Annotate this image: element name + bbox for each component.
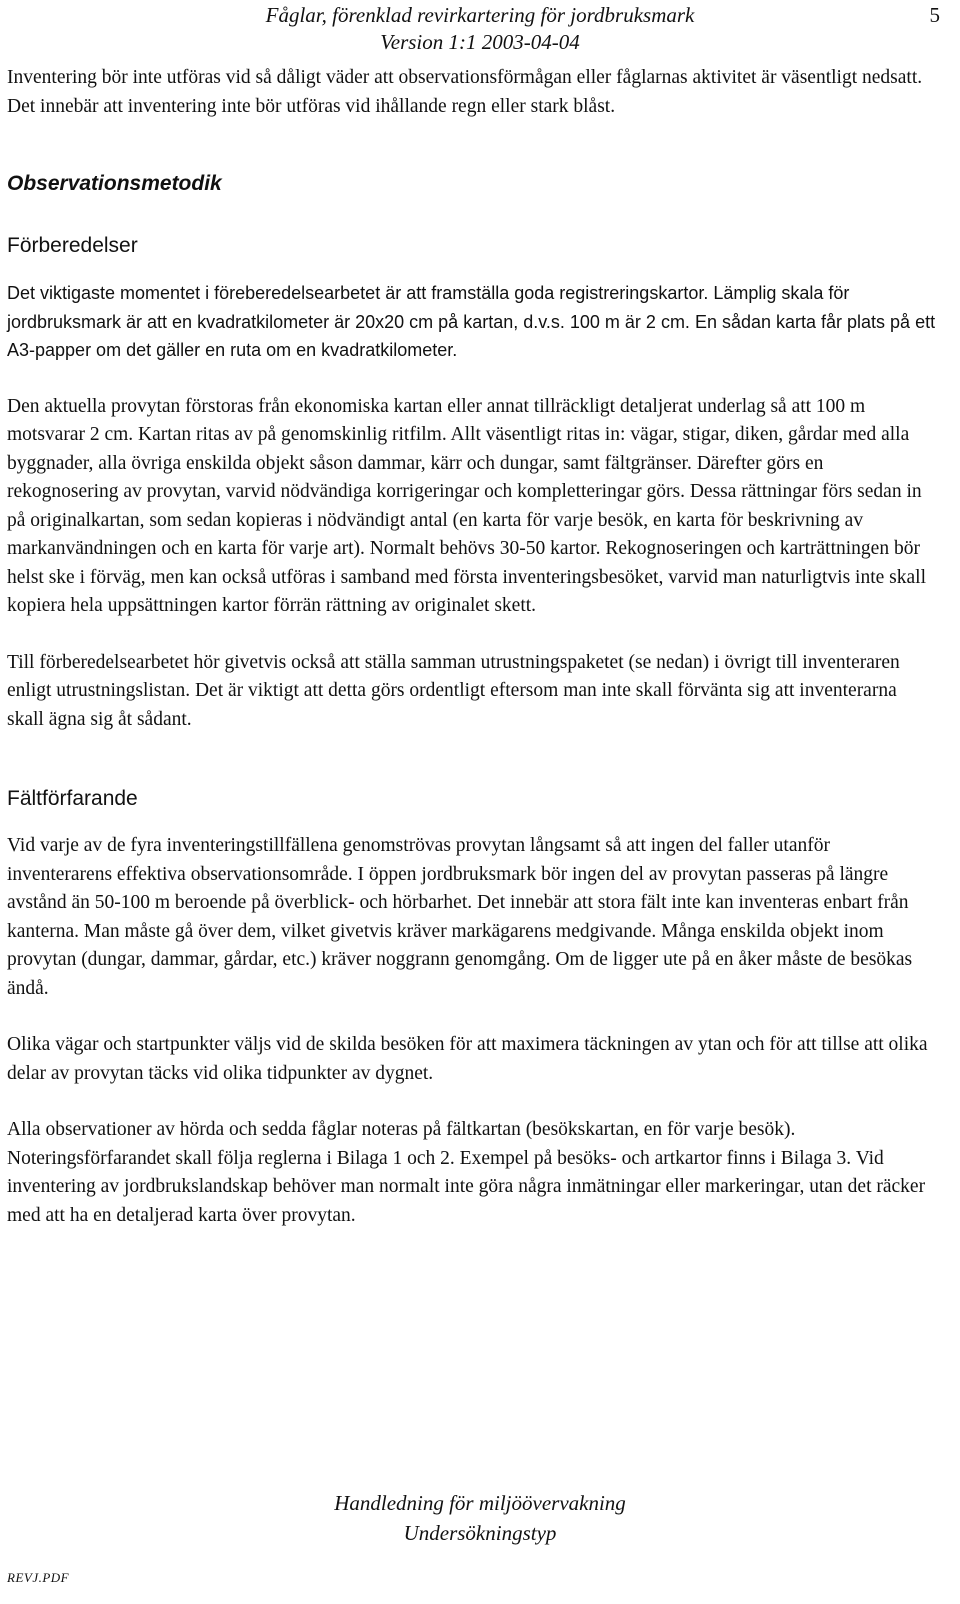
footer-filename: REVJ.PDF: [7, 1570, 70, 1585]
subheading-preparations: Förberedelser: [7, 234, 138, 257]
paragraph-weather: Inventering bör inte utföras vid så dåligt väder att observationsförmågan eller fåglarnas aktivitet är väsentligt nedsatt. Det innebär att inventering inte bör utföras vid ihållande regn eller stark blåst.: [7, 67, 923, 117]
document-body: [7, 64, 937, 1230]
subheading-field-procedure: Fältförfarande: [7, 787, 138, 810]
paragraph-field-visits: Vid varje av de fyra inventeringstillfällena genomströvas provytan långsamt så att ingen del faller utanför inventerarens effektiva observationsområde. I öppen jordbruksmark bör ingen del av provytan passeras på längre avstånd än 50-100 m beroende på överblick- och hörbarhet. Det innebär att stora fält inte kan inventeras enbart från kanterna. Man måste gå över dem, vilket givetvis kräver markägarens medgivande. Många enskilda objekt inom provytan (dungar, dammar, gårdar, etc.) kräver noggrann genomgång. Om de ligger ute på en åker måste de besökas ändå.: [7, 835, 913, 999]
page-number: 5: [929, 3, 940, 27]
paragraph-routes: Olika vägar och startpunkter väljs vid de skilda besöken för att maximera täckningen av ytan och för att tillse att olika delar av provytan täcks vid olika tidpunkter av dygnet.: [7, 1034, 928, 1084]
footer-subtitle: Undersökningstyp: [403, 1521, 557, 1545]
header-title: Fåglar, förenklad revirkartering för jordbruksmark: [265, 3, 695, 27]
header-version: Version 1:1 2003-04-04: [380, 30, 580, 54]
section-heading: Observationsmetodik: [7, 172, 222, 195]
paragraph-maps: Det viktigaste momentet i föreberedelsearbetet är att framställa goda registreringskartor. Lämplig skala för jordbruksmark är att en kvadratkilometer är 20x20 cm på kartan, d.v.s. 100 m är 2 cm. En sådan karta får plats på ett A3-papper om det gäller en ruta om en kvadratkilometer.: [7, 283, 936, 360]
paragraph-observations: Alla observationer av hörda och sedda fåglar noteras på fältkartan (besökskartan, en för varje besök). Noteringsförfarandet skall följa reglerna i Bilaga 1 och 2. Exempel på besöks- och artkartor finns i Bilaga 3. Vid inventering av jordbrukslandskap behöver man normalt inte göra några inmätningar eller markeringar, utan det räcker med att ha en detaljerad karta över provytan.: [7, 1119, 926, 1226]
footer-title: Handledning för miljöövervakning: [334, 1491, 626, 1515]
paragraph-equipment: Till förberedelsearbetet hör givetvis också att ställa samman utrustningspaketet (se nedan) i övrigt till inventeraren enligt utrustningslistan. Det är viktigt att detta görs ordentligt eftersom man inte skall förvänta sig att inventerarna skall ägna sig åt sådant.: [7, 651, 900, 730]
paragraph-survey-area: Den aktuella provytan förstoras från ekonomiska kartan eller annat tillräckligt detaljerat underlag så att 100 m motsvarar 2 cm. Kartan ritas av på genomskinlig ritfilm. Allt väsentligt ritas in: vägar, stigar, diken, gårdar med alla byggnader, alla övriga enskilda objekt såson dammar, kärr och dungar, samt fältgränser. Därefter görs en rekognosering av provytan, varvid nödvändiga korrigeringar och kompletteringar görs. Dessa rättningar förs sedan in på originalkartan, som sedan kopieras i nödvändigt antal (en karta för varje besök, en karta för beskrivning av markanvändningen och en karta för varje art). Normalt behövs 30-50 kartor. Rekognoseringen och karträttningen bör helst ske i förväg, men kan också utföras i samband med första inventeringsbesöket, varvid man naturligtvis inte skall kopiera hela uppsättningen kartor förrän rättning av originalet skett.: [7, 395, 926, 616]
